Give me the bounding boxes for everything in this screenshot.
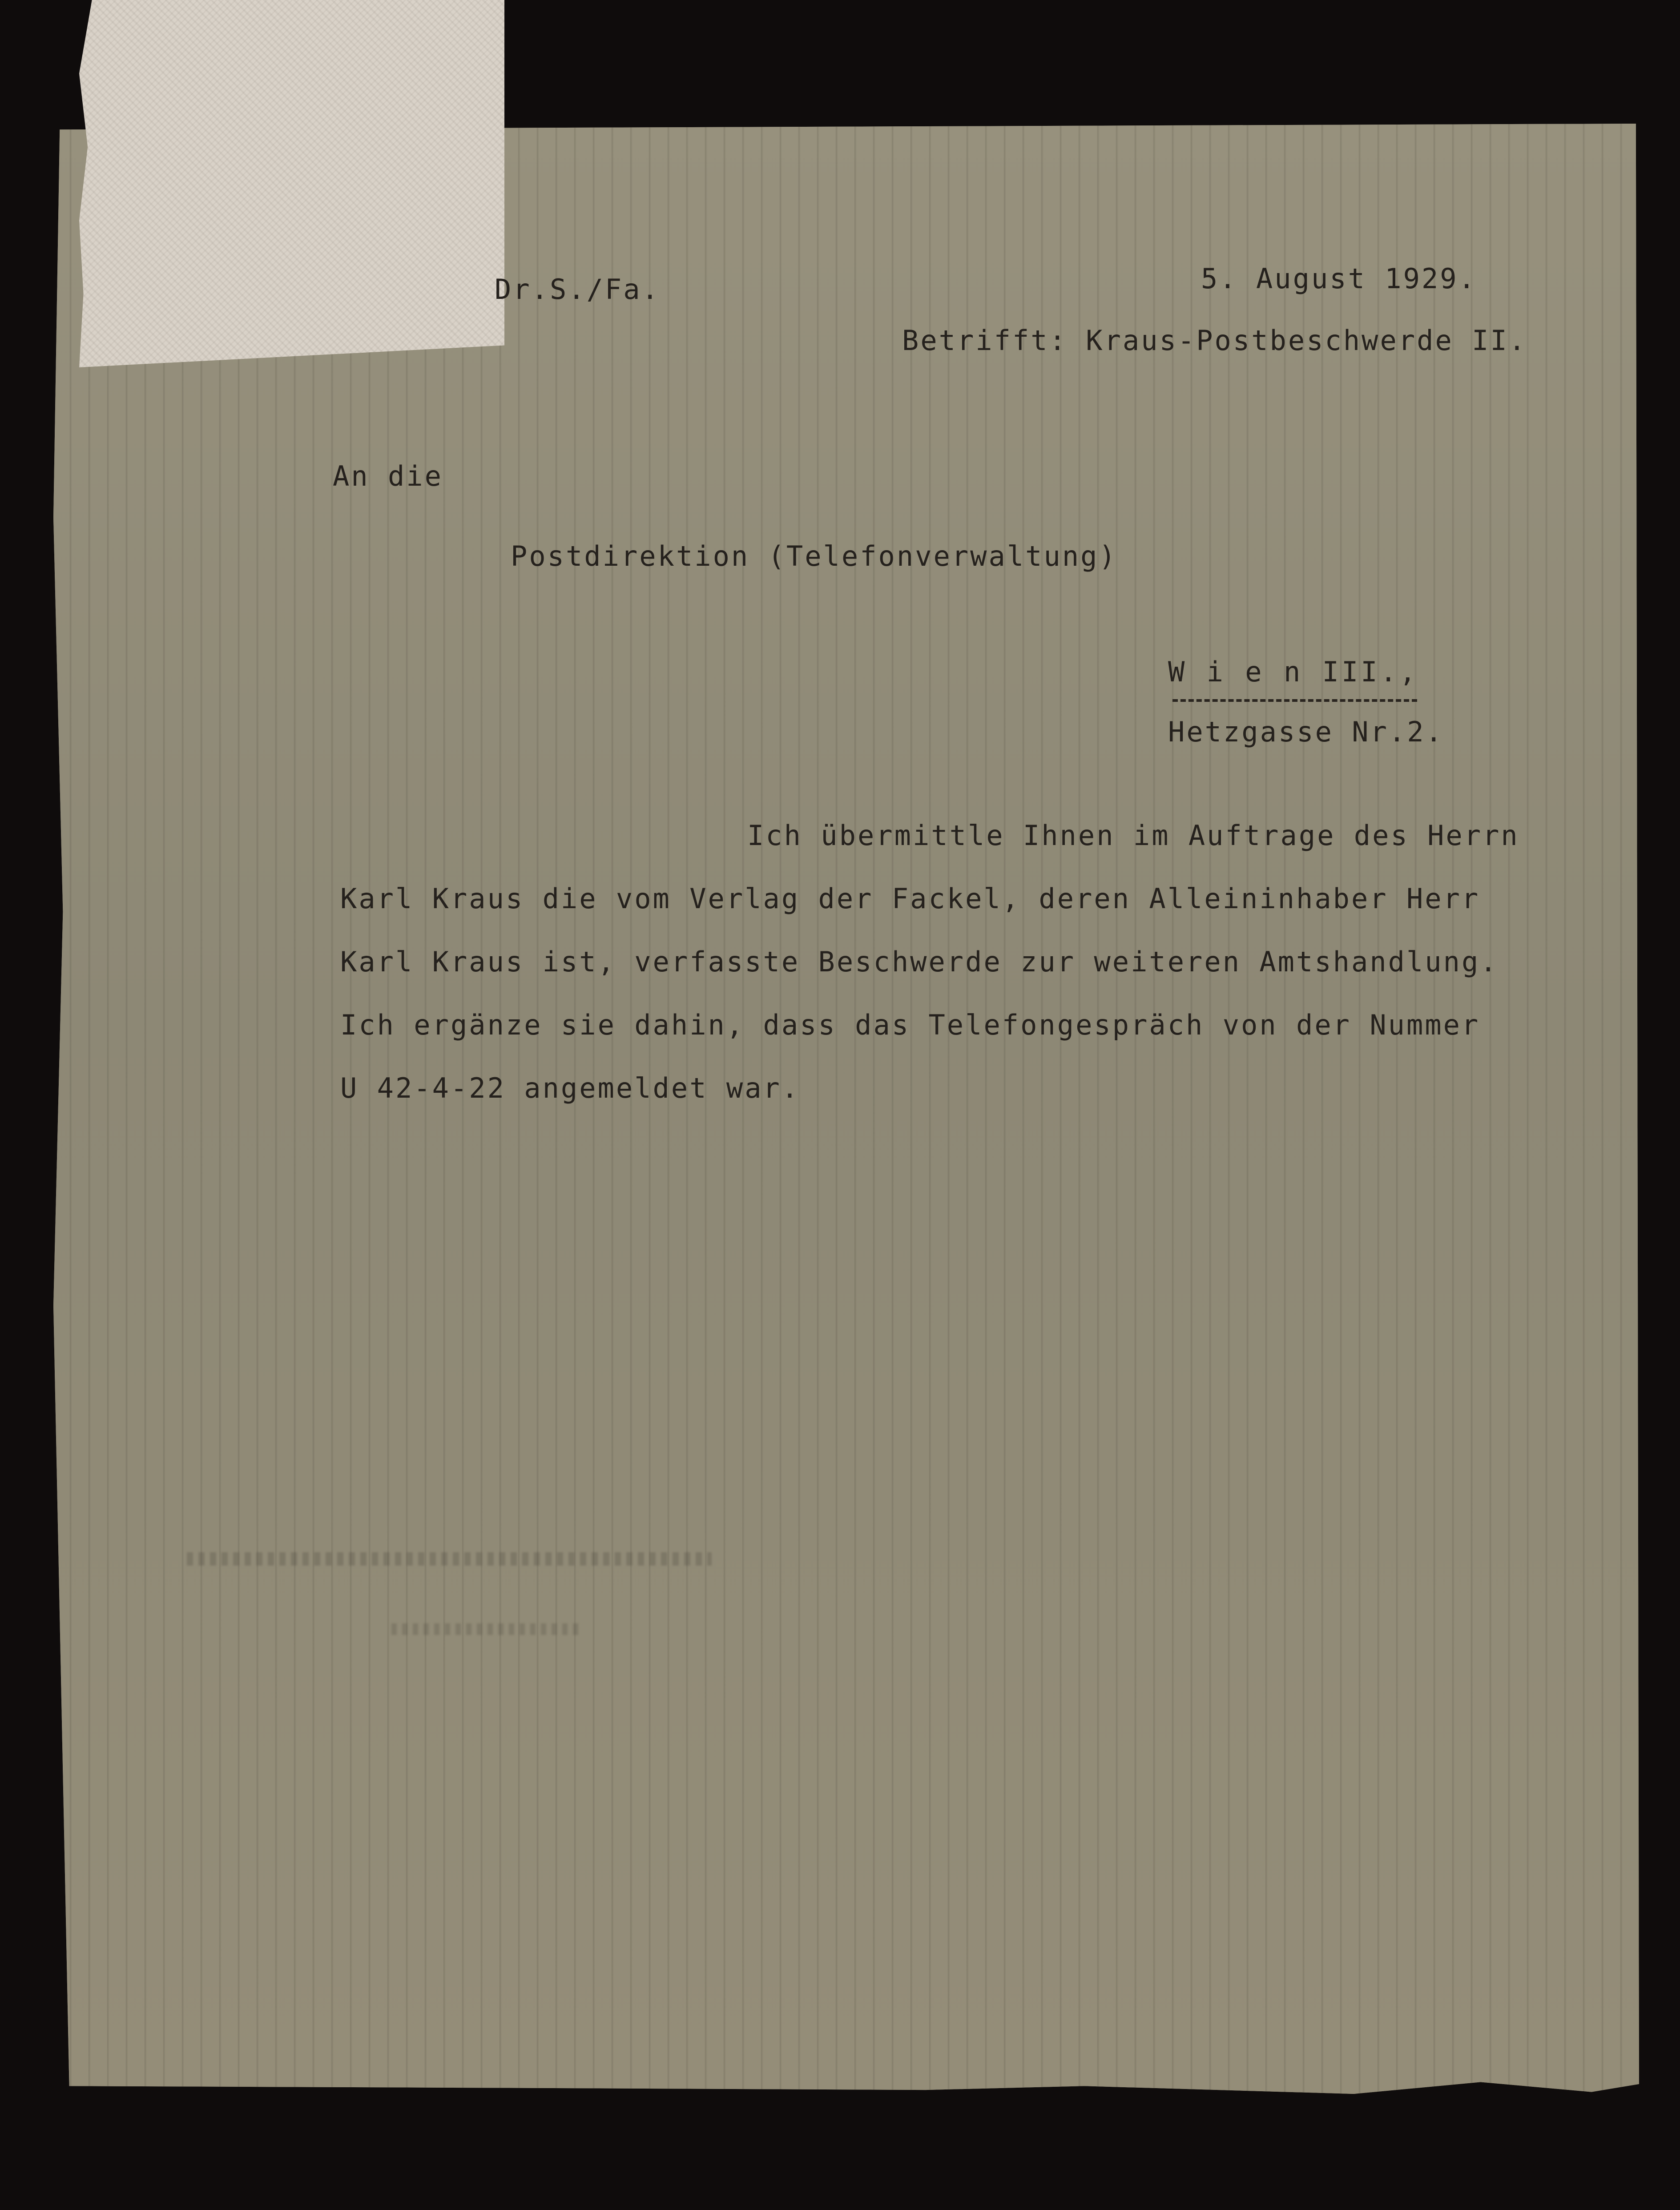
subject-line: Betrifft: Kraus-Postbeschwerde II. — [902, 324, 1527, 357]
faint-show-through-text — [391, 1623, 578, 1635]
attached-paper-slip — [79, 0, 504, 367]
city-underline — [1172, 699, 1417, 702]
body-line: Ich ergänze sie dahin, dass das Telefongespräch von der Nummer — [340, 1009, 1480, 1041]
letter-body — [340, 804, 1519, 1120]
recipient-name: Postdirektion (Telefonverwaltung) — [511, 540, 1117, 572]
letter-date: 5. August 1929. — [1201, 262, 1477, 295]
recipient-city: W i e n III., — [1168, 656, 1419, 688]
recipient-street: Hetzgasse Nr.2. — [1168, 716, 1444, 748]
body-line: U 42-4-22 angemeldet war. — [340, 1072, 800, 1104]
body-line: Karl Kraus die vom Verlag der Fackel, deren Alleininhaber Herr — [340, 882, 1480, 915]
body-line: Karl Kraus ist, verfasste Beschwerde zur weiteren Amtshandlung. — [340, 946, 1499, 978]
reference-code: Dr.S./Fa. — [495, 273, 660, 306]
faint-show-through-text — [187, 1552, 712, 1566]
body-line: Ich übermittle Ihnen im Auftrage des Herrn — [747, 819, 1519, 852]
recipient-salutation: An die — [333, 460, 443, 492]
